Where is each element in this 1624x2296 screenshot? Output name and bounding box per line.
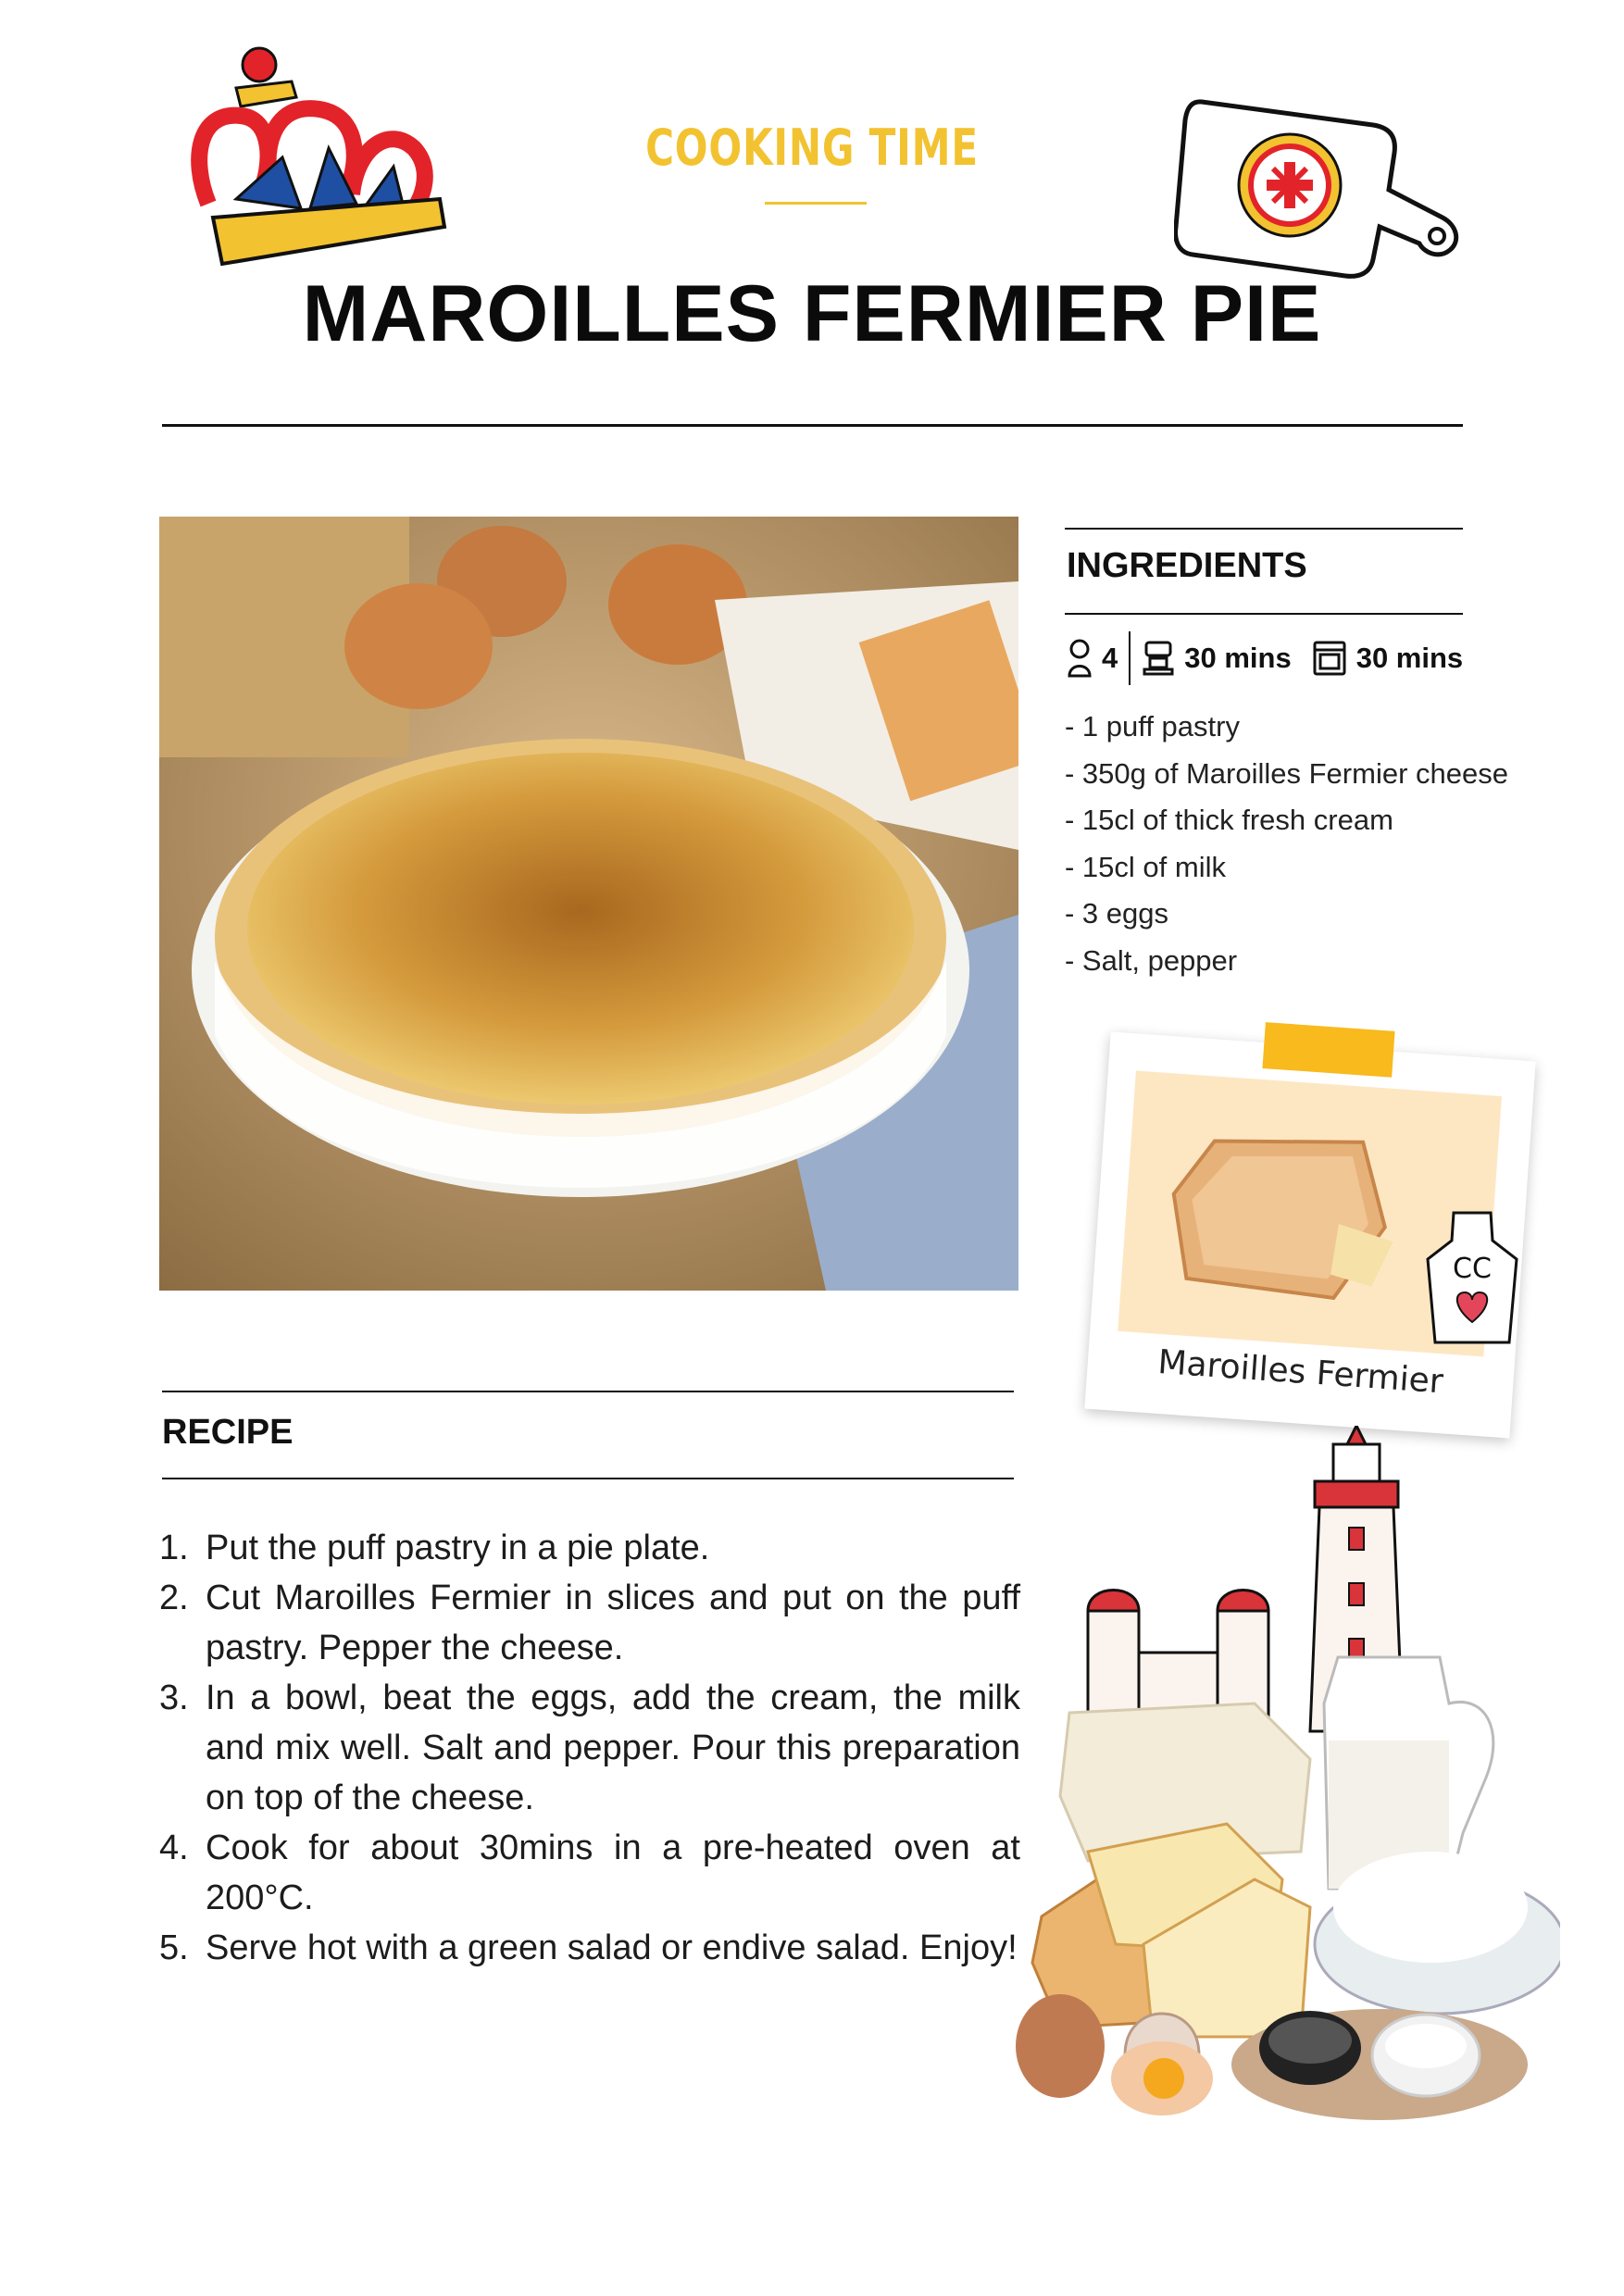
- recipe-meta: [1067, 631, 1483, 685]
- recipe-heading: RECIPE: [162, 1413, 294, 1452]
- servings-value: 4: [1102, 642, 1118, 674]
- recipe-step: [159, 1673, 1020, 1823]
- eyebrow-label: COOKING TIME: [645, 119, 979, 177]
- ingredient-item: - 3 eggs: [1065, 897, 1169, 930]
- recipe-step: [159, 1923, 1020, 1973]
- prep-time: [1142, 640, 1291, 677]
- mixer-icon: [1142, 640, 1175, 677]
- step-number: 3.: [159, 1678, 189, 1717]
- prep-time-value: 30 mins: [1184, 642, 1292, 674]
- cook-time-value: 30 mins: [1355, 642, 1464, 674]
- recipe-bottom-rule: [162, 1478, 1014, 1479]
- oven-icon: [1312, 640, 1347, 677]
- ingredients-illustration: [1005, 1426, 1560, 2139]
- recipe-step: [159, 1823, 1020, 1923]
- recipe-step: [159, 1523, 1020, 1573]
- step-number: 1.: [159, 1529, 189, 1567]
- title-divider: [162, 424, 1463, 427]
- apron-text: CC: [1453, 1253, 1492, 1285]
- person-icon: [1067, 639, 1093, 678]
- step-text: Cook for about 30mins in a pre-heated oven at 200°C.: [206, 1828, 1020, 1917]
- ingredient-item: - 350g of Maroilles Fermier cheese: [1065, 756, 1508, 790]
- ingredient-item: - Salt, pepper: [1065, 943, 1238, 977]
- step-text: Cut Maroilles Fermier in slices and put on the puff pastry. Pepper the cheese.: [206, 1578, 1020, 1667]
- ingredients-list: [1065, 704, 1508, 984]
- servings: [1067, 639, 1118, 678]
- tape-strip: [1262, 1022, 1394, 1078]
- ingredient-item: - 15cl of thick fresh cream: [1065, 804, 1393, 836]
- ingredients-bottom-rule: [1065, 613, 1463, 615]
- step-text: Put the puff pastry in a pie plate.: [206, 1529, 710, 1567]
- pie-photo: [159, 517, 1018, 1291]
- apron-icon: [1417, 1204, 1528, 1352]
- step-number: 5.: [159, 1928, 189, 1967]
- step-text: Serve hot with a green salad or endive salad. Enjoy!: [206, 1928, 1018, 1967]
- ingredient-item: - 1 puff pastry: [1065, 710, 1240, 742]
- page-title: MAROILLES FERMIER PIE: [302, 269, 1322, 358]
- meta-separator: [1129, 631, 1131, 685]
- step-number: 2.: [159, 1578, 189, 1617]
- ingredients-heading: INGREDIENTS: [1067, 546, 1307, 585]
- polaroid-caption: Maroilles Fermier: [1156, 1342, 1444, 1402]
- recipe-step: [159, 1573, 1020, 1673]
- ingredients-top-rule: [1065, 528, 1463, 530]
- ingredient-item: - 15cl of milk: [1065, 850, 1226, 883]
- step-number: 4.: [159, 1828, 189, 1867]
- recipe-top-rule: [162, 1391, 1014, 1392]
- cook-time: [1312, 640, 1463, 677]
- step-text: In a bowl, beat the eggs, add the cream, the milk and mix well. Salt and pepper. Pour this preparation on top of the cheese.: [206, 1678, 1020, 1817]
- eyebrow-divider: [765, 202, 867, 205]
- recipe-steps: [159, 1523, 1020, 1973]
